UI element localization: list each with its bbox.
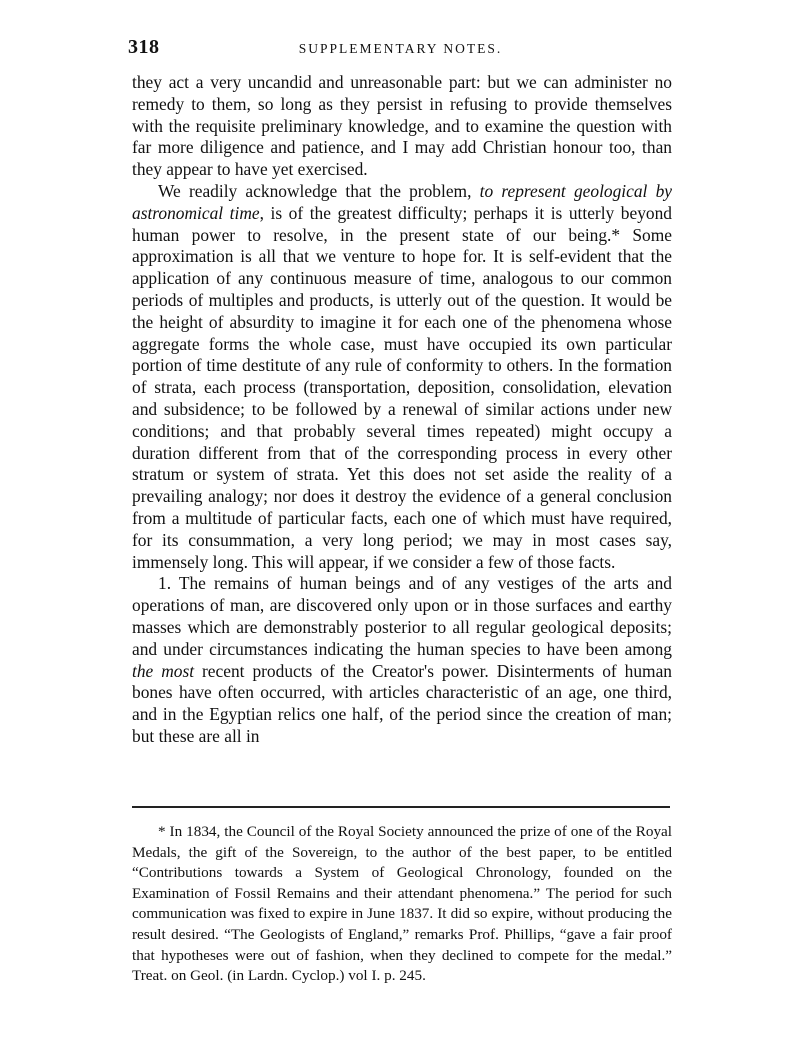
italic-phrase: to represent geological by astronomical time	[132, 180, 672, 223]
page-header	[128, 36, 673, 60]
paragraph-problem	[132, 181, 672, 573]
main-text	[132, 72, 672, 748]
footnote	[132, 822, 672, 987]
footnote-divider	[132, 806, 670, 808]
paragraph-numbered-1	[132, 573, 672, 747]
italic-phrase: the most	[132, 660, 195, 681]
footnote-text: * In 1834, the Council of the Royal Society announced the prize of one of the Royal Medals, the gift of the Sovereign, to the author of the best paper, to be entitled “Contributions towards a System of Geological Chronology, founded on the Examination of Fossil Remains and their attendant phenomena.” The period for such communication was fixed to expire in June 1837. It did so expire, without producing the result desired. “The Geologists of England,” remarks Prof. Phillips, “gave a fair proof that hypotheses were out of fashion, when they declined to compete for the medal.” Treat. on Geol. (in Lardn. Cyclop.) vol I. p. 245.	[132, 823, 672, 985]
page-number: 318	[128, 36, 160, 58]
running-title: SUPPLEMENTARY NOTES.	[298, 41, 503, 56]
paragraph-text: , is of the greatest difficulty; perhaps it is utterly beyond human power to resolve, in the present state of our being.* Some approximation is all that we venture to hope for. It is self-evident that the application of any continuous measure of time, analogous to our common periods of multiples and products, is utterly out of the question. It would be the height of absurdity to imagine it for each one of the phenomena whose aggregate forms the whole case, must have occupied its own particular portion of time destitute of any rule of conformity to others. In the formation of strata, each process (transportation, deposition, consolidation, elevation and subsidence; to be followed by a renewal of similar actions under new conditions; and that probably several times repeated) might occupy a duration different from that of the corresponding process in every other stratum or system of strata. Yet this does not set aside the reality of a prevailing analogy; nor does it destroy the evidence of a general conclusion from a multitude of particular facts, each one of which must have required, for its consummation, a very long period; we may in most cases say, immensely long. This will appear, if we consider a few of those facts.	[132, 202, 672, 572]
paragraph-text: We readily acknowledge that the problem,	[158, 180, 480, 201]
paragraph-text: recent products of the Creator's power. Disinterments of human bones have often occurred, with articles characteristic of an age, one third, and in the Egyptian relics one half, of the period since the creation of man; but these are all in	[132, 660, 672, 746]
paragraph-text: 1. The remains of human beings and of any vestiges of the arts and operations of man, are discovered only upon or in those surfaces and earthy masses which are demonstrably posterior to all regular geological deposits; and under circumstances indicating the human species to have been among	[132, 573, 672, 659]
paragraph-continuation: they act a very uncandid and unreasonable part: but we can administer no remedy to them, so long as they persist in refusing to provide themselves with the requisite preliminary knowledge, and to examine the question with far more diligence and patience, and I may add Christian honour too, than they appear to have yet exercised.	[132, 72, 672, 180]
